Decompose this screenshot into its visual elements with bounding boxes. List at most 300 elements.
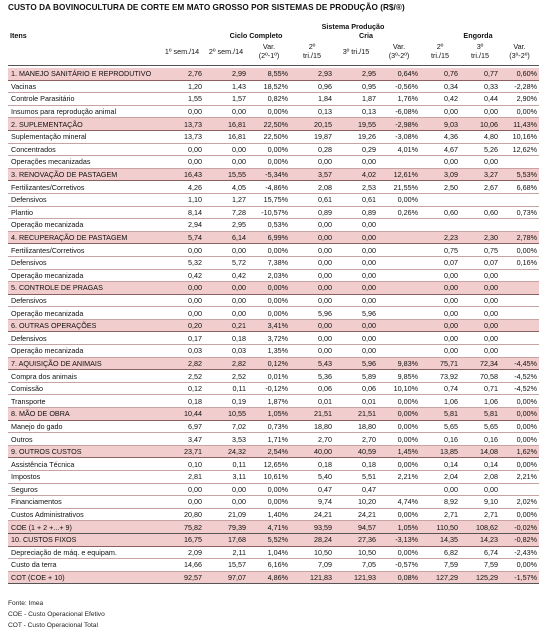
cell-value: 6,99%	[248, 231, 290, 244]
cell-value: 0,00%	[248, 105, 290, 118]
cell-value: 2,11	[204, 546, 248, 559]
cell-value: 2,93	[290, 68, 334, 80]
row-label: Operações mecanizadas	[8, 156, 160, 169]
total-row	[8, 571, 539, 584]
cell-value: 0,10	[160, 458, 204, 471]
cell-value: 0,00	[460, 483, 500, 496]
header-cria: Cria	[359, 31, 373, 40]
cell-value: 121,83	[290, 571, 334, 584]
cell-value: 0,00	[334, 256, 378, 269]
cell-value: 79,39	[204, 521, 248, 534]
cell-value: -0,82%	[500, 533, 539, 546]
header-sistema-producao: Sistema Produção	[321, 22, 385, 31]
cell-value: 2,21%	[500, 471, 539, 484]
cell-value: 1,62%	[500, 445, 539, 458]
cell-value: 0,00	[460, 105, 500, 118]
cell-value: 4,71%	[248, 521, 290, 534]
row-label: Custos Administrativos	[8, 508, 160, 521]
cell-value: 0,77	[460, 68, 500, 80]
cell-value: 0,00%	[500, 433, 539, 446]
cell-value: 10,55	[204, 408, 248, 421]
cell-value: 10,10%	[378, 382, 420, 395]
column-header-line: 3º tri./15	[342, 47, 370, 56]
row-label: Seguros	[8, 483, 160, 496]
row-label: 3. RENOVAÇÃO DE PASTAGEM	[8, 168, 160, 181]
table-row	[8, 458, 539, 471]
table-row	[8, 156, 539, 169]
row-label: 2. SUPLEMENTAÇÃO	[8, 118, 160, 131]
cell-value	[500, 294, 539, 307]
cell-value: 10,44	[160, 408, 204, 421]
cell-value: 1,04%	[248, 546, 290, 559]
cell-value: 2,70	[290, 433, 334, 446]
cell-value: 0,28	[290, 143, 334, 156]
column-header-line: (3º-2º)	[388, 51, 410, 60]
cell-value: 0,00	[420, 483, 460, 496]
table-row	[8, 80, 539, 93]
cell-value: 2,21%	[378, 471, 420, 484]
cell-value: 0,16%	[500, 256, 539, 269]
cell-value	[500, 282, 539, 295]
cell-value: 1,55	[160, 93, 204, 106]
cell-value: 73,92	[420, 370, 460, 383]
cell-value: 0,00	[334, 269, 378, 282]
cell-value: 0,00	[160, 307, 204, 320]
table-row	[8, 395, 539, 408]
cell-value	[500, 219, 539, 232]
cell-value: 0,00%	[500, 105, 539, 118]
cell-value: 0,18	[204, 332, 248, 345]
cell-value: 0,16	[420, 433, 460, 446]
cell-value: 0,18	[334, 458, 378, 471]
cell-value: 0,00	[204, 156, 248, 169]
cell-value	[378, 244, 420, 257]
cell-value: 0,00%	[378, 193, 420, 206]
cell-value: 9,74	[290, 496, 334, 509]
cell-value: 2,78%	[500, 231, 539, 244]
cell-value: 7,09	[290, 559, 334, 572]
cell-value: 7,38%	[248, 256, 290, 269]
header-ciclo-completo: Ciclo Completo	[229, 31, 283, 40]
cell-value: 5,72	[204, 256, 248, 269]
table-row	[8, 332, 539, 345]
cell-value: 0,00%	[248, 143, 290, 156]
cell-value: 0,47	[334, 483, 378, 496]
row-label: Depreciação de máq. e equipam.	[8, 546, 160, 559]
cell-value: 0,00	[460, 307, 500, 320]
cell-value: 0,82%	[248, 93, 290, 106]
cell-value: 2,53	[334, 181, 378, 194]
column-header-line: (3º-2º)	[509, 51, 530, 60]
cell-value: 0,00	[290, 345, 334, 358]
cell-value	[460, 193, 500, 206]
cell-value: 5,89	[334, 370, 378, 383]
cell-value: 0,00	[420, 345, 460, 358]
cell-value: 0,42	[420, 93, 460, 106]
row-label: Concentrados	[8, 143, 160, 156]
cell-value: -4,52%	[500, 382, 539, 395]
cell-value: 0,00	[334, 332, 378, 345]
cell-value: 10,61%	[248, 471, 290, 484]
cell-value: 5,74	[160, 231, 204, 244]
cell-value: 0,47	[290, 483, 334, 496]
cell-value: 2,30	[460, 231, 500, 244]
cell-value: 2,02%	[500, 496, 539, 509]
cell-value: 2,08	[460, 471, 500, 484]
column-header	[500, 42, 539, 60]
column-header	[290, 42, 334, 60]
cell-value: 0,00	[334, 282, 378, 295]
cell-value: 19,26	[334, 130, 378, 143]
row-label: Defensivos	[8, 193, 160, 206]
cell-value: 0,00%	[500, 395, 539, 408]
cell-value: 6,74	[460, 546, 500, 559]
cell-value: 2,52	[204, 370, 248, 383]
cell-value: 20,80	[160, 508, 204, 521]
column-header	[248, 42, 290, 60]
row-label: Suplementação mineral	[8, 130, 160, 143]
cell-value: 0,07	[420, 256, 460, 269]
cell-value: 5,81	[420, 408, 460, 421]
cell-value: 0,00	[290, 231, 334, 244]
cell-value: 0,00	[160, 143, 204, 156]
cell-value: 18,80	[334, 420, 378, 433]
cell-value: 19,87	[290, 130, 334, 143]
cell-value: 0,61	[290, 193, 334, 206]
cell-value: 14,66	[160, 559, 204, 572]
column-header-line: 2º sem./14	[208, 47, 244, 56]
cell-value: 0,17	[160, 332, 204, 345]
cell-value: 0,00%	[500, 458, 539, 471]
column-header-line: 2º	[436, 42, 444, 51]
row-label: COE (1 + 2 +...+ 9)	[8, 521, 160, 534]
row-label: Defensivos	[8, 256, 160, 269]
cell-value: 0,18	[160, 395, 204, 408]
cell-value: 13,73	[160, 118, 204, 131]
cell-value: 121,93	[334, 571, 378, 584]
cell-value: 22,50%	[248, 130, 290, 143]
cell-value: 0,16	[460, 433, 500, 446]
column-header-line: 1º sem./14	[164, 47, 200, 56]
table-row	[8, 130, 539, 143]
cell-value: 2,71	[420, 508, 460, 521]
cell-value: 0,00	[460, 319, 500, 332]
cell-value: 6,16%	[248, 559, 290, 572]
cell-value: 1,84	[290, 93, 334, 106]
cell-value: 0,95	[334, 80, 378, 93]
cell-value: 0,89	[290, 206, 334, 219]
cell-value: 24,21	[290, 508, 334, 521]
cell-value: 9,10	[460, 496, 500, 509]
cell-value: 2,90%	[500, 93, 539, 106]
row-label: Vacinas	[8, 80, 160, 93]
cell-value: 2,99	[204, 68, 248, 80]
table-row	[8, 307, 539, 320]
cell-value: 6,97	[160, 420, 204, 433]
cell-value	[378, 345, 420, 358]
column-header	[160, 47, 204, 56]
cell-value: 0,00%	[378, 546, 420, 559]
total-row	[8, 521, 539, 534]
cell-value: 0,00	[420, 105, 460, 118]
cell-value: 40,00	[290, 445, 334, 458]
cell-value: 0,01	[334, 395, 378, 408]
cell-value: 0,13	[334, 105, 378, 118]
cell-value: 5,51	[334, 471, 378, 484]
cell-value	[378, 282, 420, 295]
cell-value: -3,13%	[378, 533, 420, 546]
cell-value: 0,00%	[248, 483, 290, 496]
cell-value: 7,59	[420, 559, 460, 572]
table-row	[8, 206, 539, 219]
cell-value: 1,27	[204, 193, 248, 206]
cell-value: 108,62	[460, 521, 500, 534]
cell-value: 1,87%	[248, 395, 290, 408]
cell-value: 0,75	[460, 244, 500, 257]
cell-value: 12,61%	[378, 168, 420, 181]
cell-value: 0,00%	[500, 508, 539, 521]
cell-value: 0,00	[460, 294, 500, 307]
cell-value: 1,87	[334, 93, 378, 106]
cell-value: 4,02	[334, 168, 378, 181]
cell-value: 0,00	[460, 282, 500, 295]
cell-value: -0,02%	[500, 521, 539, 534]
category-row	[8, 118, 539, 131]
cell-value: 0,76	[420, 68, 460, 80]
cell-value: -5,34%	[248, 168, 290, 181]
cell-value: 0,00	[290, 282, 334, 295]
row-label: Operação mecanizada	[8, 307, 160, 320]
cell-value: 0,00	[204, 105, 248, 118]
row-label: 10. CUSTOS FIXOS	[8, 533, 160, 546]
row-label: Transporte	[8, 395, 160, 408]
cell-value: 3,53	[204, 433, 248, 446]
cell-value: 0,00%	[248, 244, 290, 257]
table-row	[8, 93, 539, 106]
cell-value: 16,81	[204, 118, 248, 131]
cell-value: 14,35	[420, 533, 460, 546]
cell-value: 1,10	[160, 193, 204, 206]
cell-value: 0,20	[160, 319, 204, 332]
cell-value: 0,11	[204, 382, 248, 395]
cell-value: -6,08%	[378, 105, 420, 118]
cell-value: 0,64%	[378, 68, 420, 80]
cell-value	[500, 193, 539, 206]
cell-value: 11,43%	[500, 118, 539, 131]
row-label: 5. CONTROLE DE PRAGAS	[8, 282, 160, 295]
cell-value: 21,51	[290, 408, 334, 421]
cell-value	[500, 345, 539, 358]
table-row	[8, 483, 539, 496]
header-rule	[8, 65, 539, 66]
cell-value: 1,35%	[248, 345, 290, 358]
category-row	[8, 357, 539, 370]
cell-value: 0,00	[334, 345, 378, 358]
cell-value: 0,00	[160, 244, 204, 257]
cell-value: 5,52%	[248, 533, 290, 546]
cell-value: 2,82	[160, 357, 204, 370]
cell-value	[500, 269, 539, 282]
cell-value: 0,00%	[378, 508, 420, 521]
cell-value: 16,75	[160, 533, 204, 546]
cell-value: 5,96	[334, 357, 378, 370]
cell-value	[420, 219, 460, 232]
cell-value: 94,57	[334, 521, 378, 534]
row-label: Outros	[8, 433, 160, 446]
cell-value: 0,42	[204, 269, 248, 282]
cell-value: 0,00	[204, 483, 248, 496]
column-header-line: Var.	[392, 42, 406, 51]
column-header-line: tri./15	[303, 51, 321, 60]
cell-value: 12,65%	[248, 458, 290, 471]
cell-value: -2,28%	[500, 80, 539, 93]
cell-value: 4,74%	[378, 496, 420, 509]
cost-table	[8, 68, 539, 584]
cell-value: 1,71%	[248, 433, 290, 446]
cell-value: 2,04	[420, 471, 460, 484]
cell-value: 2,08	[290, 181, 334, 194]
cell-value: 24,32	[204, 445, 248, 458]
column-header	[460, 42, 500, 60]
column-header	[334, 47, 378, 56]
row-label: Operação mecanizada	[8, 269, 160, 282]
cell-value: 15,75%	[248, 193, 290, 206]
cell-value: 1,05%	[248, 408, 290, 421]
table-row	[8, 269, 539, 282]
cell-value: 15,57	[204, 559, 248, 572]
cell-value: 3,72%	[248, 332, 290, 345]
cell-value: 1,76%	[378, 93, 420, 106]
cell-value: 72,34	[460, 357, 500, 370]
cell-value: 16,81	[204, 130, 248, 143]
row-label: Insumos para reprodução animal	[8, 105, 160, 118]
cell-value: 6,14	[204, 231, 248, 244]
column-header-line: tri./15	[471, 51, 489, 60]
cell-value: 0,00	[290, 269, 334, 282]
cell-value: 2,09	[160, 546, 204, 559]
cell-value: 3,41%	[248, 319, 290, 332]
cell-value: 24,21	[334, 508, 378, 521]
cell-value: 0,00	[334, 244, 378, 257]
cell-value: -4,52%	[500, 370, 539, 383]
row-label: Controle Parasitário	[8, 93, 160, 106]
row-label: Operação mecanizada	[8, 219, 160, 232]
cell-value: 3,27	[460, 168, 500, 181]
header-itens: Itens	[10, 31, 27, 40]
cell-value: 0,14	[420, 458, 460, 471]
table-row	[8, 143, 539, 156]
cell-value: 0,00%	[248, 282, 290, 295]
cell-value	[378, 256, 420, 269]
cell-value: 23,71	[160, 445, 204, 458]
cell-value: 0,74	[420, 382, 460, 395]
cell-value: 0,00%	[500, 559, 539, 572]
cell-value: 0,08%	[378, 571, 420, 584]
row-label: Fertilizantes/Corretivos	[8, 181, 160, 194]
coe-definition: COE - Custo Operacional Efetivo	[8, 611, 105, 618]
cell-value: 0,29	[334, 143, 378, 156]
cell-value: 19,55	[334, 118, 378, 131]
cell-value: 14,08	[460, 445, 500, 458]
cell-value: 0,00%	[378, 395, 420, 408]
cell-value: 3,57	[290, 168, 334, 181]
cell-value: 2,70	[334, 433, 378, 446]
cell-value: -10,57%	[248, 206, 290, 219]
cell-value: 0,00	[420, 332, 460, 345]
table-row	[8, 433, 539, 446]
cell-value: 15,55	[204, 168, 248, 181]
cell-value: 75,82	[160, 521, 204, 534]
cell-value: 12,62%	[500, 143, 539, 156]
cell-value: 0,00	[160, 496, 204, 509]
cell-value: -0,56%	[378, 80, 420, 93]
cell-value: 10,50	[290, 546, 334, 559]
cell-value: 0,00	[334, 231, 378, 244]
cell-value: 0,00	[160, 105, 204, 118]
cell-value: 0,06	[290, 382, 334, 395]
cell-value: 93,59	[290, 521, 334, 534]
cell-value: 40,59	[334, 445, 378, 458]
cell-value: 21,55%	[378, 181, 420, 194]
cell-value: 27,36	[334, 533, 378, 546]
cell-value: 17,68	[204, 533, 248, 546]
cell-value	[460, 219, 500, 232]
cell-value: 0,26%	[378, 206, 420, 219]
cell-value: 4,36	[420, 130, 460, 143]
table-row	[8, 294, 539, 307]
row-label: Impostos	[8, 471, 160, 484]
cell-value: 70,58	[460, 370, 500, 383]
cell-value: 2,23	[420, 231, 460, 244]
cell-value: 1,05%	[378, 521, 420, 534]
cell-value: 0,00%	[378, 408, 420, 421]
cell-value: 7,59	[460, 559, 500, 572]
cell-value: 0,03	[160, 345, 204, 358]
cell-value: 0,00	[204, 143, 248, 156]
cell-value: 8,55%	[248, 68, 290, 80]
cell-value: 0,61	[334, 193, 378, 206]
cell-value: 0,33	[460, 80, 500, 93]
cell-value: 0,60	[420, 206, 460, 219]
cell-value: 5,81	[460, 408, 500, 421]
category-row	[8, 168, 539, 181]
table-row	[8, 559, 539, 572]
category-row	[8, 231, 539, 244]
cell-value: 1,06	[460, 395, 500, 408]
cell-value: 4,80	[460, 130, 500, 143]
cell-value: 0,00%	[500, 420, 539, 433]
cell-value: 0,00%	[248, 156, 290, 169]
cell-value: 4,86%	[248, 571, 290, 584]
row-label: 7. AQUISIÇÃO DE ANIMAIS	[8, 357, 160, 370]
source-note: Fonte: Imea	[8, 600, 44, 607]
cell-value: 18,52%	[248, 80, 290, 93]
cell-value: 0,60%	[500, 68, 539, 80]
table-row	[8, 420, 539, 433]
category-row	[8, 533, 539, 546]
cell-value: 0,73%	[248, 420, 290, 433]
cell-value: 0,00	[420, 282, 460, 295]
cell-value	[500, 307, 539, 320]
cell-value	[378, 483, 420, 496]
cell-value: 2,81	[160, 471, 204, 484]
cell-value: 2,76	[160, 68, 204, 80]
cell-value: 0,00	[334, 156, 378, 169]
cell-value: 0,07	[460, 256, 500, 269]
category-row	[8, 408, 539, 421]
cell-value: 125,29	[460, 571, 500, 584]
cell-value	[500, 332, 539, 345]
